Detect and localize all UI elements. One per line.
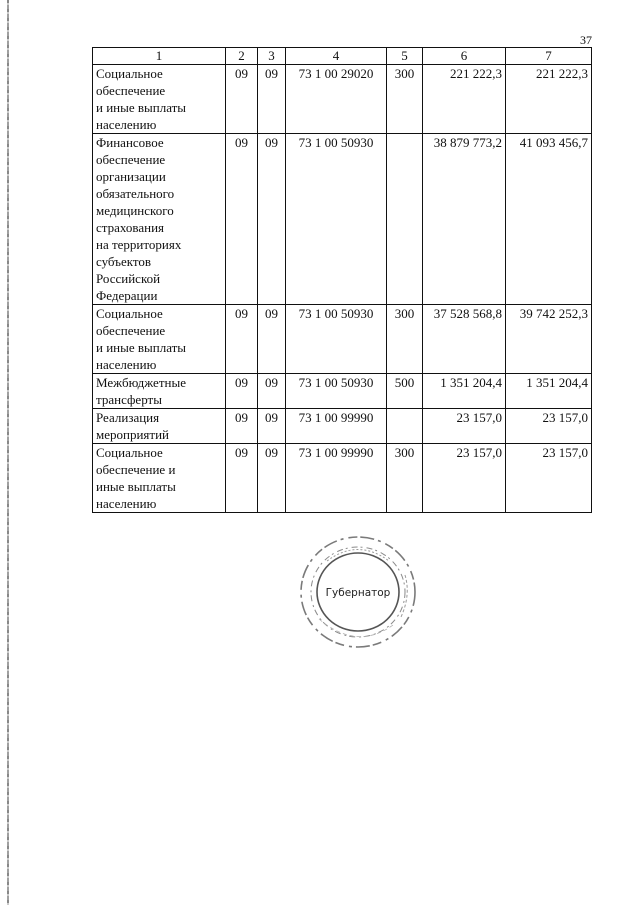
- amount-year-1: 1 351 204,4: [423, 374, 506, 409]
- amount-year-2: 41 093 456,7: [506, 134, 592, 305]
- target-article-code: 73 1 00 50930: [286, 305, 387, 374]
- expense-type-code: [387, 134, 423, 305]
- amount-year-2: 23 157,0: [506, 444, 592, 513]
- column-header: 1: [93, 48, 226, 65]
- subsection-code: 09: [258, 65, 286, 134]
- row-name: Финансовое обеспечение организации обязательного медицинского страхования на территориях субъектов Российской Федерации: [93, 134, 226, 305]
- table-header-row: [93, 48, 592, 65]
- row-name: Реализация мероприятий: [93, 409, 226, 444]
- expense-type-code: 500: [387, 374, 423, 409]
- target-article-code: 73 1 00 50930: [286, 374, 387, 409]
- row-name: Социальное обеспечение и иные выплаты населению: [93, 444, 226, 513]
- budget-table: [92, 47, 592, 513]
- table-row: [93, 374, 592, 409]
- expense-type-code: [387, 409, 423, 444]
- subsection-code: 09: [258, 444, 286, 513]
- row-name: Социальное обеспечение и иные выплаты населению: [93, 305, 226, 374]
- amount-year-2: 1 351 204,4: [506, 374, 592, 409]
- column-header: 4: [286, 48, 387, 65]
- row-name: Межбюджетные трансферты: [93, 374, 226, 409]
- scan-edge: [7, 0, 9, 905]
- target-article-code: 73 1 00 29020: [286, 65, 387, 134]
- table-row: [93, 444, 592, 513]
- row-name: Социальное обеспечение и иные выплаты населению: [93, 65, 226, 134]
- column-header: 3: [258, 48, 286, 65]
- expense-type-code: 300: [387, 65, 423, 134]
- target-article-code: 73 1 00 99990: [286, 409, 387, 444]
- seal-label: Губернатор: [325, 587, 391, 599]
- table-row: [93, 409, 592, 444]
- column-header: 7: [506, 48, 592, 65]
- amount-year-2: 39 742 252,3: [506, 305, 592, 374]
- amount-year-1: 37 528 568,8: [423, 305, 506, 374]
- section-code: 09: [226, 444, 258, 513]
- column-header: 5: [387, 48, 423, 65]
- subsection-code: 09: [258, 134, 286, 305]
- expense-type-code: 300: [387, 444, 423, 513]
- column-header: 6: [423, 48, 506, 65]
- section-code: 09: [226, 134, 258, 305]
- amount-year-2: 23 157,0: [506, 409, 592, 444]
- section-code: 09: [226, 305, 258, 374]
- target-article-code: 73 1 00 99990: [286, 444, 387, 513]
- amount-year-1: 23 157,0: [423, 444, 506, 513]
- section-code: 09: [226, 65, 258, 134]
- page-number: 37: [580, 33, 592, 47]
- column-header: 2: [226, 48, 258, 65]
- subsection-code: 09: [258, 409, 286, 444]
- amount-year-1: 23 157,0: [423, 409, 506, 444]
- subsection-code: 09: [258, 374, 286, 409]
- section-code: 09: [226, 374, 258, 409]
- section-code: 09: [226, 409, 258, 444]
- target-article-code: 73 1 00 50930: [286, 134, 387, 305]
- amount-year-1: 221 222,3: [423, 65, 506, 134]
- table-row: [93, 134, 592, 305]
- amount-year-1: 38 879 773,2: [423, 134, 506, 305]
- table-row: [93, 65, 592, 134]
- amount-year-2: 221 222,3: [506, 65, 592, 134]
- expense-type-code: 300: [387, 305, 423, 374]
- table-row: [93, 305, 592, 374]
- governor-seal: [297, 533, 419, 651]
- subsection-code: 09: [258, 305, 286, 374]
